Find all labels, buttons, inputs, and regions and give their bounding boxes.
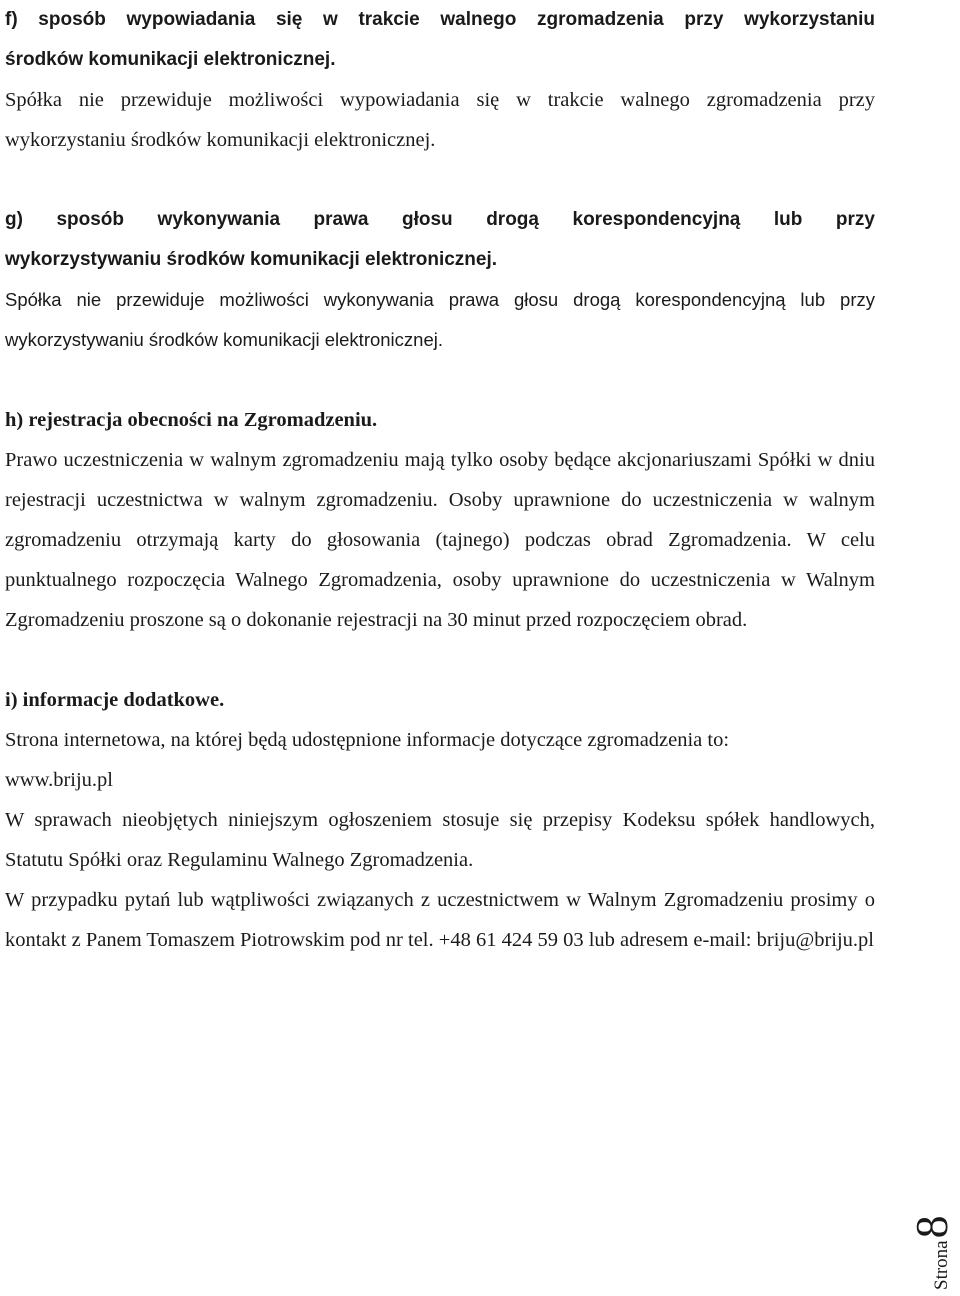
section-f bbox=[5, 0, 875, 160]
section-f-body: Spółka nie przewiduje możliwości wypowiadania się w trakcie walnego zgromadzenia przy wykorzystaniu środków komunikacji elektronicznej. bbox=[5, 89, 875, 151]
section-g-body: Spółka nie przewiduje możliwości wykonywania prawa głosu drogą korespondencyjną lub przy wykorzystywaniu środków komunikacji elektronicznej. bbox=[5, 289, 875, 350]
section-i-website-intro: Strona internetowa, na której będą udostępnione informacje dotyczące zgromadzenia to: bbox=[5, 729, 730, 751]
section-f-heading-line1: f) sposób wypowiadania się w trakcie walnego zgromadzenia przy wykorzystaniu bbox=[5, 9, 875, 30]
document-page bbox=[5, 0, 875, 960]
page-number-value: 8 bbox=[906, 1215, 957, 1239]
section-g bbox=[5, 200, 875, 360]
spacer bbox=[5, 640, 875, 680]
section-i bbox=[5, 680, 875, 960]
section-i-note: W sprawach nieobjętych niniejszym ogłoszeniem stosuje się przepisy Kodeksu spółek handlowych, Statutu Spółki oraz Regulaminu Walnego Zgromadzenia. bbox=[5, 809, 875, 871]
section-g-heading-line2: wykorzystywaniu środków komunikacji elektronicznej. bbox=[5, 249, 498, 270]
page-number-rotated bbox=[905, 1215, 958, 1290]
section-i-website-url: www.briju.pl bbox=[5, 769, 113, 791]
spacer bbox=[5, 360, 875, 400]
page-number bbox=[906, 1170, 958, 1290]
page-label: Strona bbox=[931, 1240, 952, 1290]
section-g-heading-line1: g) sposób wykonywania prawa głosu drogą korespondencyjną lub przy bbox=[5, 209, 875, 230]
spacer bbox=[5, 160, 875, 200]
section-f-heading-line2: środków komunikacji elektronicznej. bbox=[5, 49, 336, 70]
section-i-heading: i) informacje dodatkowe. bbox=[5, 689, 225, 711]
section-i-contact: W przypadku pytań lub wątpliwości związanych z uczestnictwem w Walnym Zgromadzeniu prosimy o kontakt z Panem Tomaszem Piotrowskim pod nr tel. +48 61 424 59 03 lub adresem e-mail: briju@briju.pl bbox=[5, 889, 875, 951]
section-h-body: Prawo uczestniczenia w walnym zgromadzeniu mają tylko osoby będące akcjonariuszami Spółki w dniu rejestracji uczestnictwa w walnym zgromadzeniu. Osoby uprawnione do uczestniczenia w walnym zgromadzeniu otrzymają karty do głosowania (tajnego) podczas obrad Zgromadzenia. W celu punktualnego rozpoczęcia Walnego Zgromadzenia, osoby uprawnione do uczestniczenia w Walnym Zgromadzeniu proszone są o dokonanie rejestracji na 30 minut przed rozpoczęciem obrad. bbox=[5, 449, 875, 631]
section-h bbox=[5, 400, 875, 640]
section-h-heading: h) rejestracja obecności na Zgromadzeniu. bbox=[5, 409, 378, 431]
